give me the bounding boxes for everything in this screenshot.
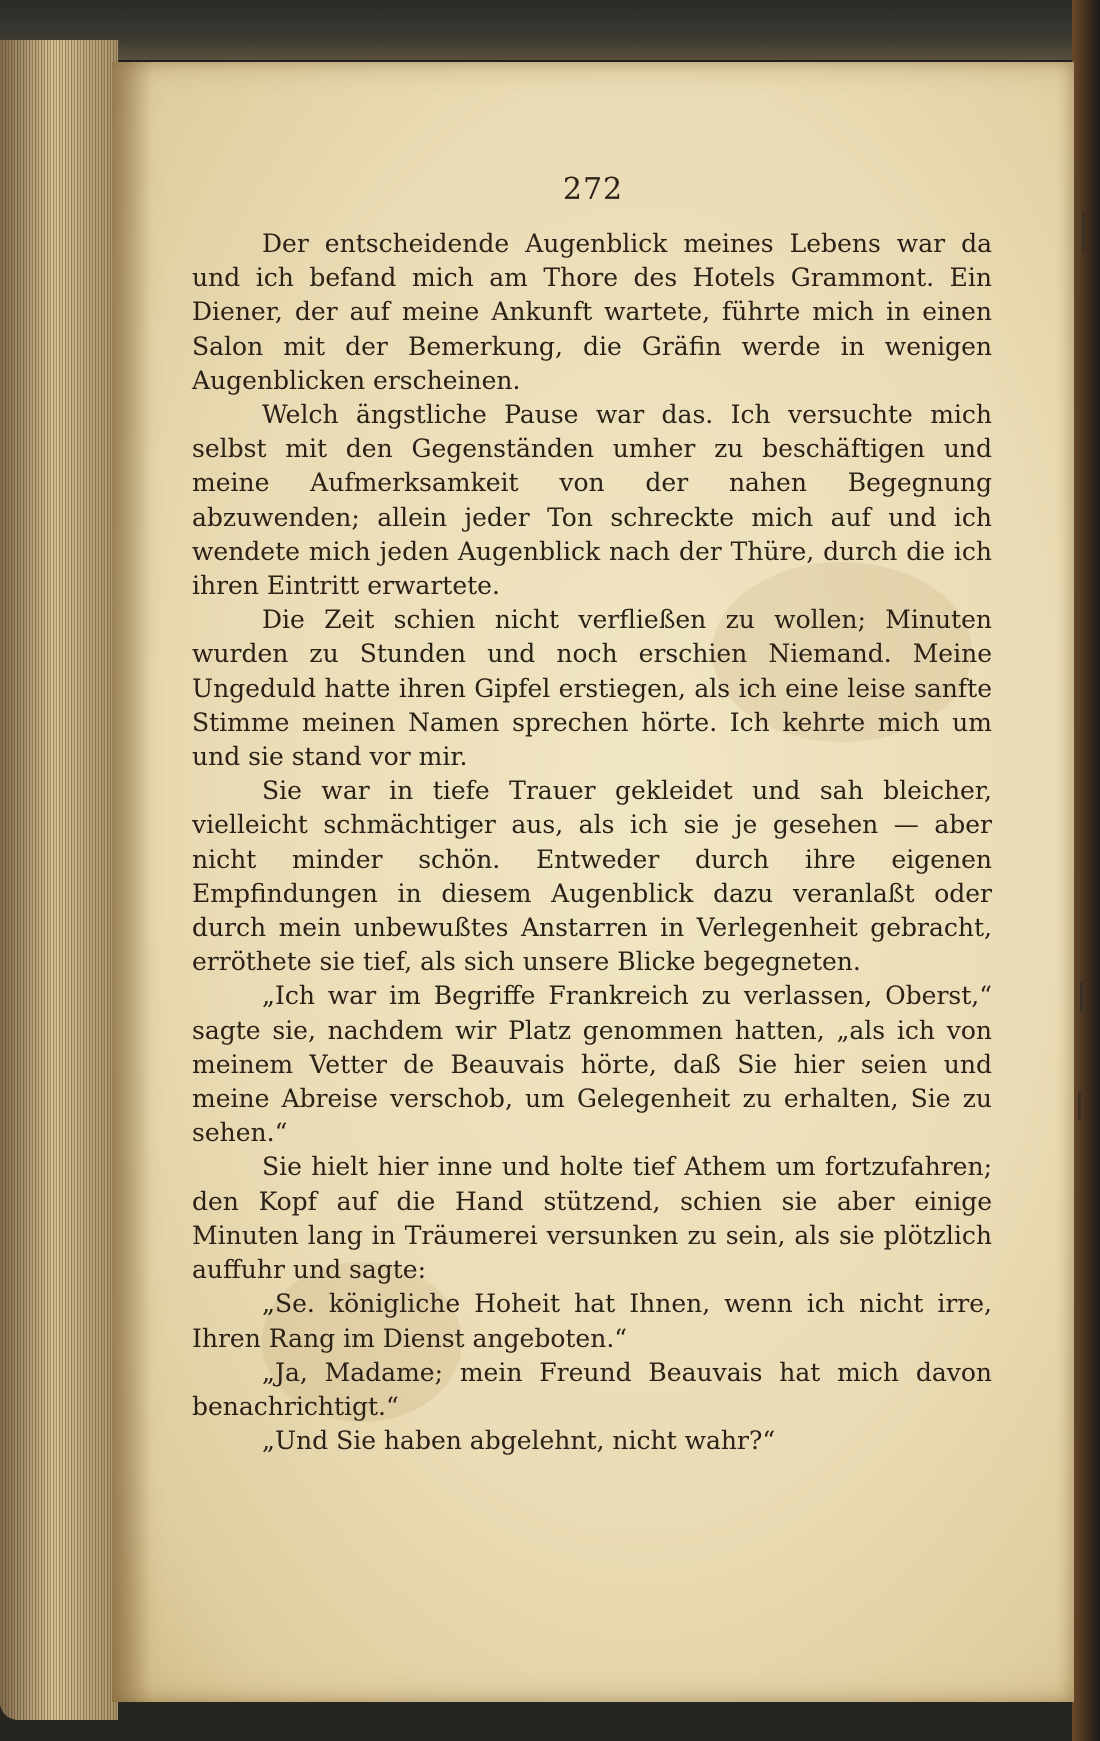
margin-mark — [1078, 1092, 1081, 1120]
paragraph: Der entscheidende Augenblick meines Lebens war da und ich befand mich am Thore des Hotels Grammont. Ein Diener, der auf meine Ankunft wartete, führte mich in einen Salon mit der Bemerkung, die Gräfin werde in wenigen Augenblicken erscheinen. — [192, 229, 992, 395]
margin-mark — [1080, 982, 1083, 1012]
margin-mark — [1082, 212, 1085, 252]
paragraph: Sie hielt hier inne und holte tief Athem um fortzufahren; den Kopf auf die Hand stützend, schien sie aber einige Minuten lang in Träumerei versunken zu sein, als sie plötzlich auffuhr und sagte: — [192, 1152, 992, 1285]
paragraph: Sie war in tiefe Trauer gekleidet und sah bleicher, vielleicht schmächtiger aus, als ich sie je gesehen — aber nicht minder schön. Entweder durch ihre eigenen Empfindungen in diesem Augenblick dazu veranlaßt oder durch mein unbewußtes Anstarren in Verlegenheit gebracht, erröthete sie tief, als sich unsere Blicke begegneten. — [192, 776, 992, 977]
page-gutter-shadow — [112, 62, 152, 1702]
book-page — [112, 62, 1074, 1702]
paragraph: Die Zeit schien nicht verfließen zu wollen; Minuten wurden zu Stunden und noch erschien Niemand. Meine Ungeduld hatte ihren Gipfel erstiegen, als ich eine leise sanfte Stimme meinen Namen sprechen hörte. Ich kehrte mich um und sie stand vor mir. — [192, 605, 992, 772]
paragraph: „Und Sie haben abgelehnt, nicht wahr?“ — [262, 1426, 776, 1456]
paragraph: Welch ängstliche Pause war das. Ich versuchte mich selbst mit den Gegenständen umher zu beschäftigen und meine Aufmerksamkeit von der nahen Begegnung abzuwenden; allein jeder Ton schreckte mich auf und ich wendete mich jeden Augenblick nach der Thüre, durch die ich ihren Eintritt erwartete. — [192, 400, 992, 601]
page-edges-shadow — [0, 40, 118, 1720]
page-number: 272 — [562, 172, 624, 207]
paragraph: „Se. königliche Hoheit hat Ihnen, wenn ich nicht irre, Ihren Rang im Dienst angeboten.“ — [192, 1289, 992, 1353]
page-body-text — [192, 227, 992, 1458]
book-cover-right-edge — [1072, 0, 1100, 1741]
book-cover-top-edge — [0, 0, 1100, 60]
paragraph: „Ja, Madame; mein Freund Beauvais hat mich davon benachrichtigt.“ — [192, 1357, 992, 1421]
paragraph: „Ich war im Begriffe Frankreich zu verlassen, Oberst,“ sagte sie, nachdem wir Platz genommen hatten, „als ich von meinem Vetter de Beauvais hörte, daß Sie hier seien und meine Abreise verschob, um Gelegenheit zu erhalten, Sie zu sehen.“ — [192, 981, 992, 1148]
